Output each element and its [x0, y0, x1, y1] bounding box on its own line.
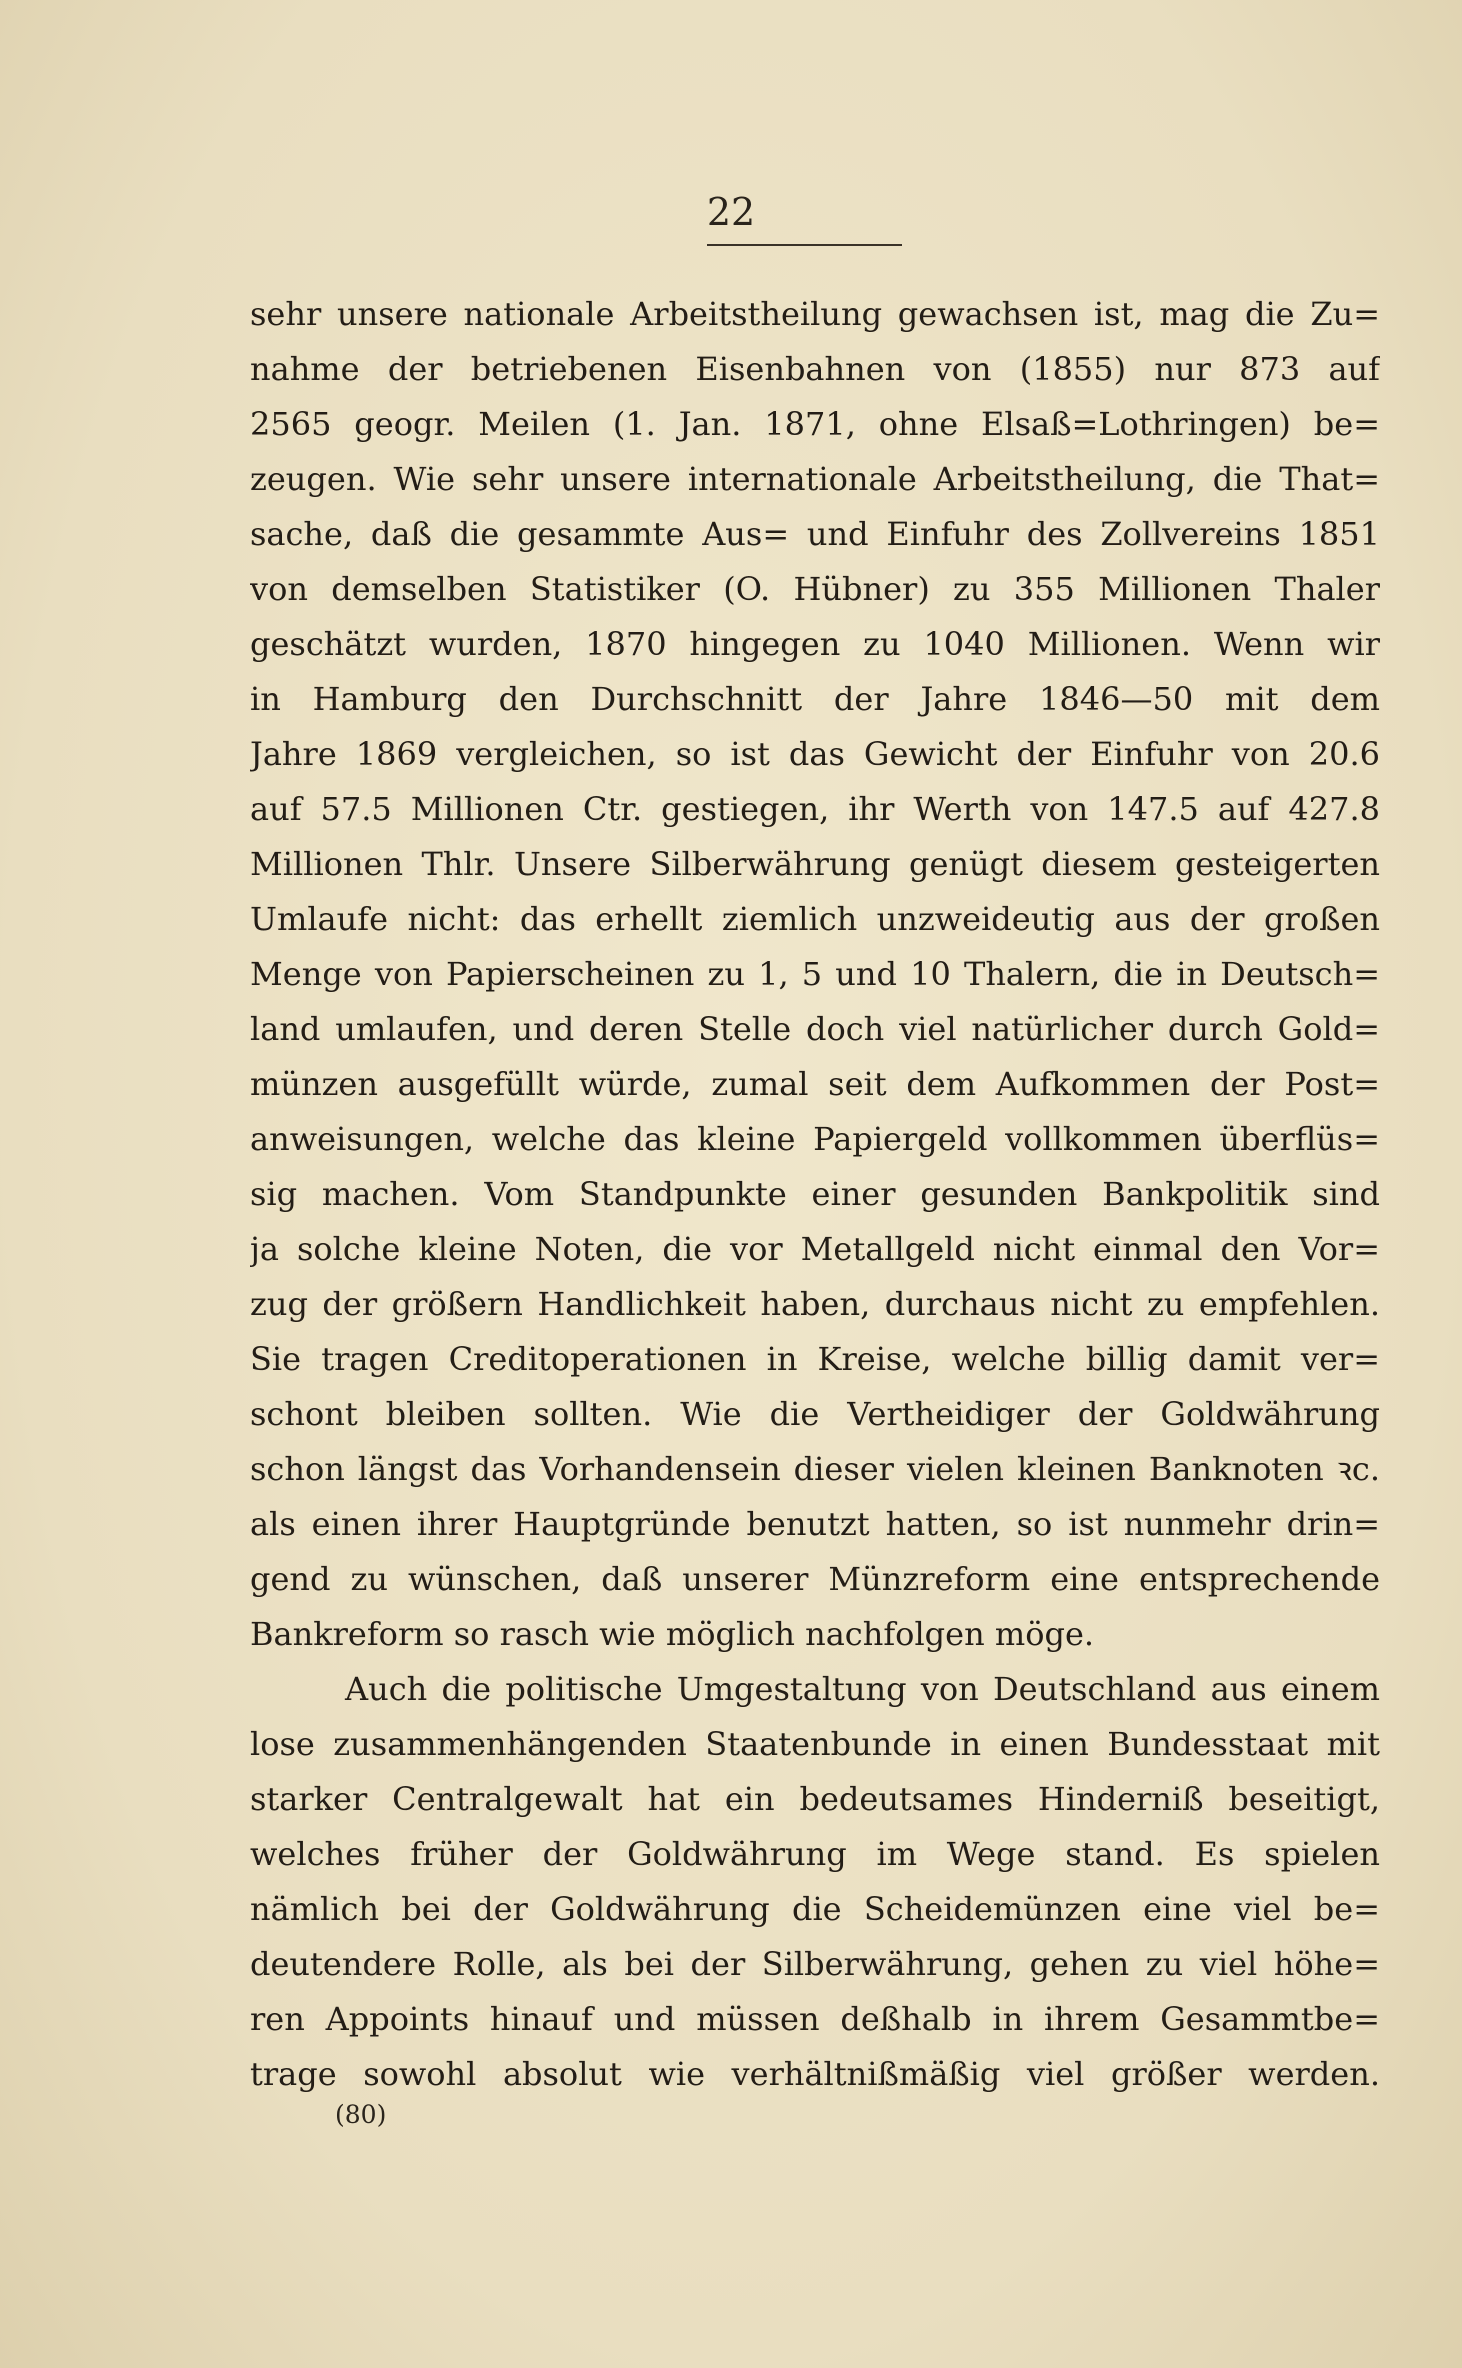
text-line: in Hamburg den Durchschnitt der Jahre 1846—50 mit dem	[250, 680, 1380, 718]
text-line: trage sowohl absolut wie verhältnißmäßig viel größer werden.	[250, 2055, 1380, 2093]
text-line: ja solche kleine Noten, die vor Metallgeld nicht einmal den Vor=	[250, 1230, 1380, 1268]
text-line: zeugen. Wie sehr unsere internationale Arbeitstheilung, die That=	[250, 460, 1380, 498]
text-line: 2565 geogr. Meilen (1. Jan. 1871, ohne Elsaß=Lothringen) be=	[250, 405, 1380, 443]
text-line: welches früher der Goldwährung im Wege stand. Es spielen	[250, 1835, 1380, 1873]
text-line: Menge von Papierscheinen zu 1, 5 und 10 Thalern, die in Deutsch=	[250, 955, 1380, 993]
text-line: schont bleiben sollten. Wie die Vertheidiger der Goldwährung	[250, 1395, 1380, 1433]
text-line: land umlaufen, und deren Stelle doch viel natürlicher durch Gold=	[250, 1010, 1380, 1048]
text-line: nahme der betriebenen Eisenbahnen von (1855) nur 873 auf	[250, 350, 1380, 388]
text-line: ren Appoints hinauf und müssen deßhalb in ihrem Gesammtbe=	[250, 2000, 1380, 2038]
text-line: Umlaufe nicht: das erhellt ziemlich unzweideutig aus der großen	[250, 900, 1380, 938]
paragraph-1	[250, 287, 1380, 1662]
text-line: Jahre 1869 vergleichen, so ist das Gewicht der Einfuhr von 20.6	[250, 735, 1380, 773]
text-line: sache, daß die gesammte Aus= und Einfuhr des Zollvereins 1851	[250, 515, 1380, 553]
text-line: Sie tragen Creditoperationen in Kreise, welche billig damit ver=	[250, 1340, 1380, 1378]
page-number: 22	[706, 190, 756, 234]
body-text	[250, 287, 1380, 2102]
text-line: von demselben Statistiker (O. Hübner) zu 355 Millionen Thaler	[250, 570, 1380, 608]
text-line: auf 57.5 Millionen Ctr. gestiegen, ihr Werth von 147.5 auf 427.8	[250, 790, 1380, 828]
text-line: nämlich bei der Goldwährung die Scheidemünzen eine viel be=	[250, 1890, 1380, 1928]
text-line: zug der größern Handlichkeit haben, durchaus nicht zu empfehlen.	[250, 1285, 1380, 1323]
text-line: als einen ihrer Hauptgründe benutzt hatten, so ist nunmehr drin=	[250, 1505, 1380, 1543]
text-line: anweisungen, welche das kleine Papiergeld vollkommen überflüs=	[250, 1120, 1380, 1158]
text-line: Bankreform so rasch wie möglich nachfolgen möge.	[250, 1615, 1095, 1653]
text-line: deutendere Rolle, als bei der Silberwährung, gehen zu viel höhe=	[250, 1945, 1380, 1983]
text-line: starker Centralgewalt hat ein bedeutsames Hinderniß beseitigt,	[250, 1780, 1380, 1818]
paragraph-2	[250, 1662, 1380, 2102]
text-line: Auch die politische Umgestaltung von Deutschland aus einem	[345, 1670, 1380, 1708]
header-rule	[707, 244, 902, 246]
text-line: sig machen. Vom Standpunkte einer gesunden Bankpolitik sind	[250, 1175, 1380, 1213]
text-line: schon längst das Vorhandensein dieser vielen kleinen Banknoten ꝛc.	[250, 1450, 1380, 1488]
printer-signature: (80)	[335, 2100, 387, 2129]
text-line: Millionen Thlr. Unsere Silberwährung genügt diesem gesteigerten	[250, 845, 1380, 883]
text-line: gend zu wünschen, daß unserer Münzreform eine entsprechende	[250, 1560, 1380, 1598]
text-line: münzen ausgefüllt würde, zumal seit dem Aufkommen der Post=	[250, 1065, 1380, 1103]
text-line: geschätzt wurden, 1870 hingegen zu 1040 Millionen. Wenn wir	[250, 625, 1380, 663]
text-line: lose zusammenhängenden Staatenbunde in einen Bundesstaat mit	[250, 1725, 1380, 1763]
text-line: sehr unsere nationale Arbeitstheilung gewachsen ist, mag die Zu=	[250, 295, 1380, 333]
